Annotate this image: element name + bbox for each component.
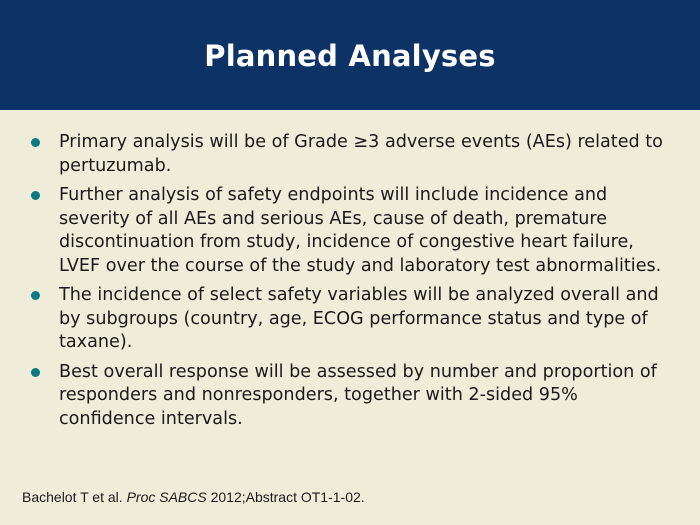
bullet-text: The incidence of select safety variables will be analyzed overall and by subgroups (country, age, ECOG performance status and type of taxane).: [59, 285, 659, 352]
citation: [22, 489, 365, 505]
bullet-item: [30, 184, 670, 278]
citation-journal: Proc SABCS: [126, 489, 207, 505]
slide-title: Planned Analyses: [204, 39, 496, 73]
bullet-dot-icon: [31, 138, 40, 147]
bullet-item: [30, 284, 670, 355]
bullet-dot-icon: [31, 191, 40, 200]
bullet-text: Best overall response will be assessed by number and proportion of responders and nonresponders, together with 2-sided 95% confidence intervals.: [59, 361, 657, 429]
bullet-dot-icon: [31, 368, 40, 377]
citation-details: 2012;Abstract OT1-1-02.: [210, 489, 365, 505]
bullet-text: Further analysis of safety endpoints will include incidence and severity of all AEs and serious AEs, cause of death, premature discontinuation from study, incidence of congestive heart failure, LVEF over the course of the study and laboratory test abnormalities.: [59, 185, 662, 276]
bullet-list: [30, 131, 670, 437]
slide-header: [0, 0, 700, 110]
citation-authors: Bachelot T et al.: [22, 489, 123, 505]
bullet-text: Primary analysis will be of Grade ≥3 adverse events (AEs) related to pertuzumab.: [59, 132, 663, 176]
bullet-item: [30, 131, 670, 178]
bullet-item: [30, 361, 670, 432]
bullet-dot-icon: [31, 291, 40, 300]
